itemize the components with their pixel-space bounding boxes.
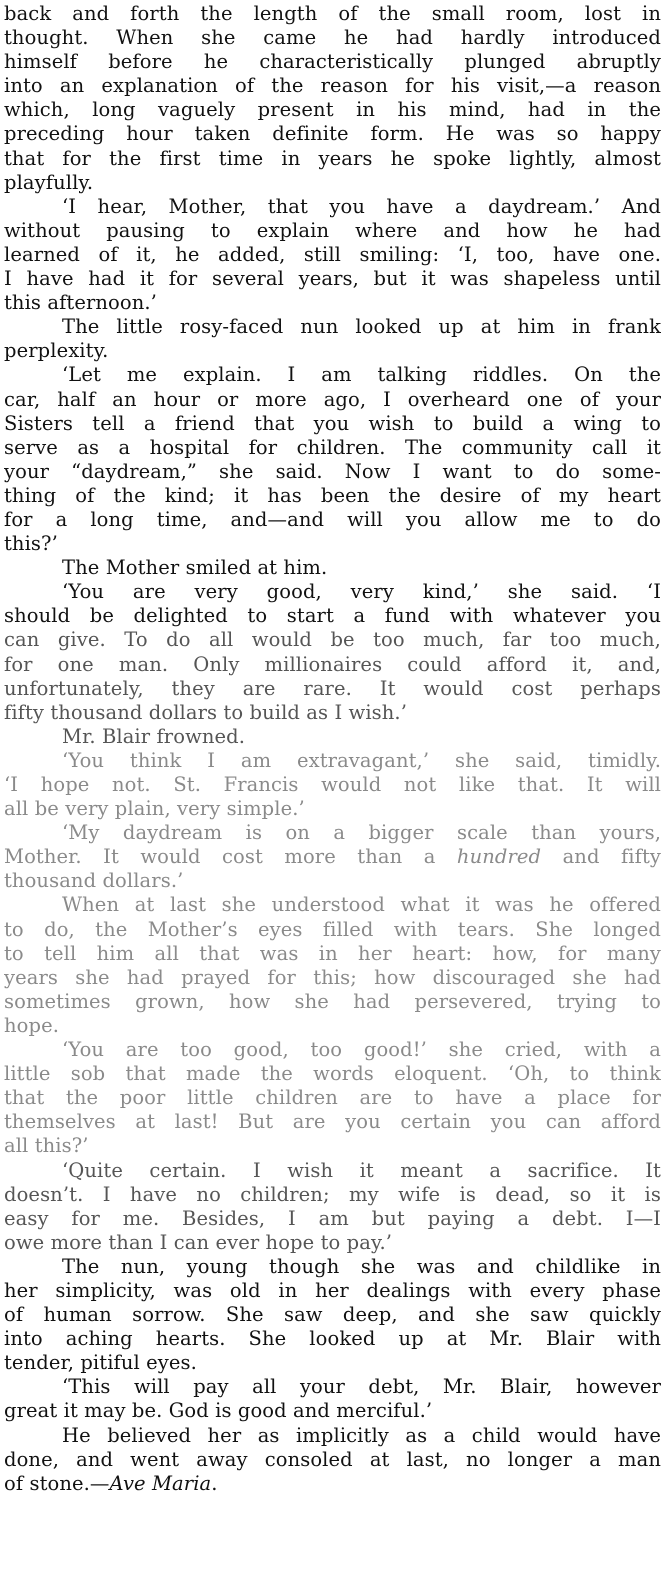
line-text: ‘I hear, Mother, that you have a daydream.’ And bbox=[62, 194, 661, 218]
text-line bbox=[4, 821, 661, 845]
line-text: little sob that made the words eloquent. ‘Oh, to think bbox=[4, 1062, 661, 1086]
line-text: to do, the Mother’s eyes filled with tears. She longed bbox=[4, 917, 661, 941]
line-text: thing of the kind; it has been the desire of my heart bbox=[4, 483, 661, 507]
line-text: Sisters tell a friend that you wish to build a wing to bbox=[4, 411, 661, 435]
line-text: thousand dollars.’ bbox=[4, 869, 184, 893]
text-line bbox=[4, 797, 661, 821]
line-text: which, long vaguely present in his mind, had in the bbox=[4, 98, 661, 122]
text-line bbox=[4, 1472, 661, 1496]
text-line bbox=[4, 315, 661, 339]
line-text: thought. When she came he had hardly introduced bbox=[4, 26, 661, 50]
text-line bbox=[4, 363, 661, 387]
text-line bbox=[4, 1038, 661, 1062]
line-text: into an explanation of the reason for his visit,—a reason bbox=[4, 74, 661, 98]
text-line bbox=[4, 1351, 661, 1375]
line-text: should be delighted to start a fund with whatever you bbox=[4, 604, 661, 628]
line-text: ‘You think I am extravagant,’ she said, timidly. bbox=[62, 748, 661, 772]
text-line bbox=[4, 1303, 661, 1327]
line-text: himself before he characteristically plunged abruptly bbox=[4, 50, 661, 74]
text-line bbox=[4, 122, 661, 146]
text-line bbox=[4, 74, 661, 98]
text-line bbox=[4, 484, 661, 508]
line-text: that the poor little children are to have a place for bbox=[4, 1086, 661, 1110]
line-text: owe more than I can ever hope to pay.’ bbox=[4, 1230, 393, 1254]
line-text: easy for me. Besides, I am but paying a debt. I—I bbox=[4, 1206, 661, 1230]
text-line bbox=[4, 604, 661, 628]
line-text: fifty thousand dollars to build as I wish.’ bbox=[4, 700, 408, 724]
line-text: your “daydream,” she said. Now I want to do some- bbox=[4, 459, 661, 483]
text-line bbox=[4, 1255, 661, 1279]
line-text: back and forth the length of the small room, lost in bbox=[4, 2, 661, 25]
line-text: themselves at last! But are you certain you can afford bbox=[4, 1110, 661, 1134]
text-line bbox=[4, 990, 661, 1014]
text-line bbox=[4, 893, 661, 917]
text-line bbox=[4, 412, 661, 436]
line-italic-text: hundred bbox=[456, 845, 542, 869]
line-text: great it may be. God is good and merciful.’ bbox=[4, 1399, 433, 1423]
line-text: The nun, young though she was and childlike in bbox=[62, 1254, 661, 1278]
text-line bbox=[4, 845, 661, 869]
line-text: hope. bbox=[4, 1013, 60, 1037]
line-text: of human sorrow. She saw deep, and she saw quickly bbox=[4, 1303, 661, 1327]
text-line bbox=[4, 1448, 661, 1472]
text-line bbox=[4, 918, 661, 942]
text-line bbox=[4, 50, 661, 74]
line-text: done, and went away consoled at last, no longer a man bbox=[4, 1447, 661, 1471]
line-text: The Mother smiled at him. bbox=[62, 556, 328, 580]
text-line bbox=[4, 1399, 661, 1423]
line-text: He believed her as implicitly as a child would have bbox=[62, 1423, 661, 1447]
line-text: doesn’t. I have no children; my wife is dead, so it is bbox=[4, 1182, 661, 1206]
line-text: tender, pitiful eyes. bbox=[4, 1351, 197, 1375]
text-line bbox=[4, 1110, 661, 1134]
text-line bbox=[4, 1086, 661, 1110]
line-text: without pausing to explain where and how he had bbox=[4, 218, 661, 242]
text-line bbox=[4, 171, 661, 195]
text-line bbox=[4, 291, 661, 315]
text-line bbox=[4, 725, 661, 749]
line-text: her simplicity, was old in her dealings with every phase bbox=[4, 1278, 661, 1302]
line-italic-text: Ave Maria bbox=[109, 1471, 212, 1495]
text-line bbox=[4, 1375, 661, 1399]
line-text: ‘You are very good, very kind,’ she said. ‘I bbox=[62, 580, 661, 604]
line-text: perplexity. bbox=[4, 339, 109, 363]
text-line bbox=[4, 219, 661, 243]
text-line bbox=[4, 556, 661, 580]
text-line bbox=[4, 628, 661, 652]
line-text: all this?’ bbox=[4, 1134, 89, 1158]
text-line bbox=[4, 1279, 661, 1303]
text-line bbox=[4, 1327, 661, 1351]
line-text: preceding hour taken definite form. He was so happy bbox=[4, 122, 661, 146]
text-line bbox=[4, 701, 661, 725]
text-line bbox=[4, 195, 661, 219]
text-line bbox=[4, 2, 661, 26]
text-line bbox=[4, 243, 661, 267]
text-line bbox=[4, 460, 661, 484]
line-text: ‘Let me explain. I am talking riddles. On the bbox=[62, 363, 661, 387]
line-text: The little rosy-faced nun looked up at him in frank bbox=[62, 315, 661, 339]
text-line bbox=[4, 1062, 661, 1086]
text-line bbox=[4, 1231, 661, 1255]
line-text: into aching hearts. She looked up at Mr. Blair with bbox=[4, 1327, 661, 1351]
text-line bbox=[4, 508, 661, 532]
text-line bbox=[4, 773, 661, 797]
line-text: ‘You are too good, too good!’ she cried, with a bbox=[62, 1038, 661, 1062]
text-line bbox=[4, 677, 661, 701]
line-text: years she had prayed for this; how discouraged she had bbox=[4, 965, 661, 989]
line-text: serve as a hospital for children. The community call it bbox=[4, 435, 661, 459]
text-line bbox=[4, 1207, 661, 1231]
line-text: ‘This will pay all your debt, Mr. Blair, however bbox=[62, 1375, 661, 1399]
line-text: When at last she understood what it was he offered bbox=[62, 893, 661, 917]
text-line bbox=[4, 147, 661, 171]
text-line bbox=[4, 942, 661, 966]
text-line bbox=[4, 26, 661, 50]
line-text: all be very plain, very simple.’ bbox=[4, 797, 305, 821]
text-line bbox=[4, 653, 661, 677]
text-line bbox=[4, 1424, 661, 1448]
line-text: I have had it for several years, but it was shapeless until bbox=[4, 267, 661, 291]
line-text: ‘Quite certain. I wish it meant a sacrifice. It bbox=[62, 1158, 661, 1182]
line-text: can give. To do all would be too much, far too much, bbox=[4, 628, 661, 652]
line-text: Mr. Blair frowned. bbox=[62, 724, 246, 748]
line-text: ‘I hope not. St. Francis would not like that. It will bbox=[4, 773, 661, 796]
line-text: Mother. It would cost more than a bbox=[4, 845, 457, 869]
line-text-after: and fifty bbox=[541, 845, 661, 869]
line-text: sometimes grown, how she had persevered, trying to bbox=[4, 989, 661, 1013]
text-line bbox=[4, 749, 661, 773]
text-line bbox=[4, 1134, 661, 1158]
line-text: unfortunately, they are rare. It would cost perhaps bbox=[4, 676, 661, 700]
text-line bbox=[4, 966, 661, 990]
line-text: this?’ bbox=[4, 532, 58, 556]
line-text: for a long time, and—and will you allow me to do bbox=[4, 507, 661, 531]
line-text: this afternoon.’ bbox=[4, 291, 157, 315]
text-line bbox=[4, 436, 661, 460]
line-text: for one man. Only millionaires could afford it, and, bbox=[4, 652, 661, 676]
text-column bbox=[4, 2, 661, 1496]
text-line bbox=[4, 339, 661, 363]
text-line bbox=[4, 267, 661, 291]
line-text: to tell him all that was in her heart: how, for many bbox=[4, 941, 661, 965]
text-line bbox=[4, 1183, 661, 1207]
text-line bbox=[4, 98, 661, 122]
line-text: ‘My daydream is on a bigger scale than yours, bbox=[62, 821, 661, 845]
line-text: playfully. bbox=[4, 170, 94, 194]
text-line bbox=[4, 1159, 661, 1183]
line-text: learned of it, he added, still smiling: ‘I, too, have one. bbox=[4, 242, 661, 266]
text-line bbox=[4, 580, 661, 604]
text-line bbox=[4, 388, 661, 412]
line-text: that for the first time in years he spoke lightly, almost bbox=[4, 146, 661, 170]
text-line bbox=[4, 869, 661, 893]
line-text: car, half an hour or more ago, I overheard one of your bbox=[4, 387, 661, 411]
line-text-after: . bbox=[211, 1471, 218, 1495]
line-text: of stone.— bbox=[4, 1471, 110, 1495]
text-line bbox=[4, 1014, 661, 1038]
text-line bbox=[4, 532, 661, 556]
